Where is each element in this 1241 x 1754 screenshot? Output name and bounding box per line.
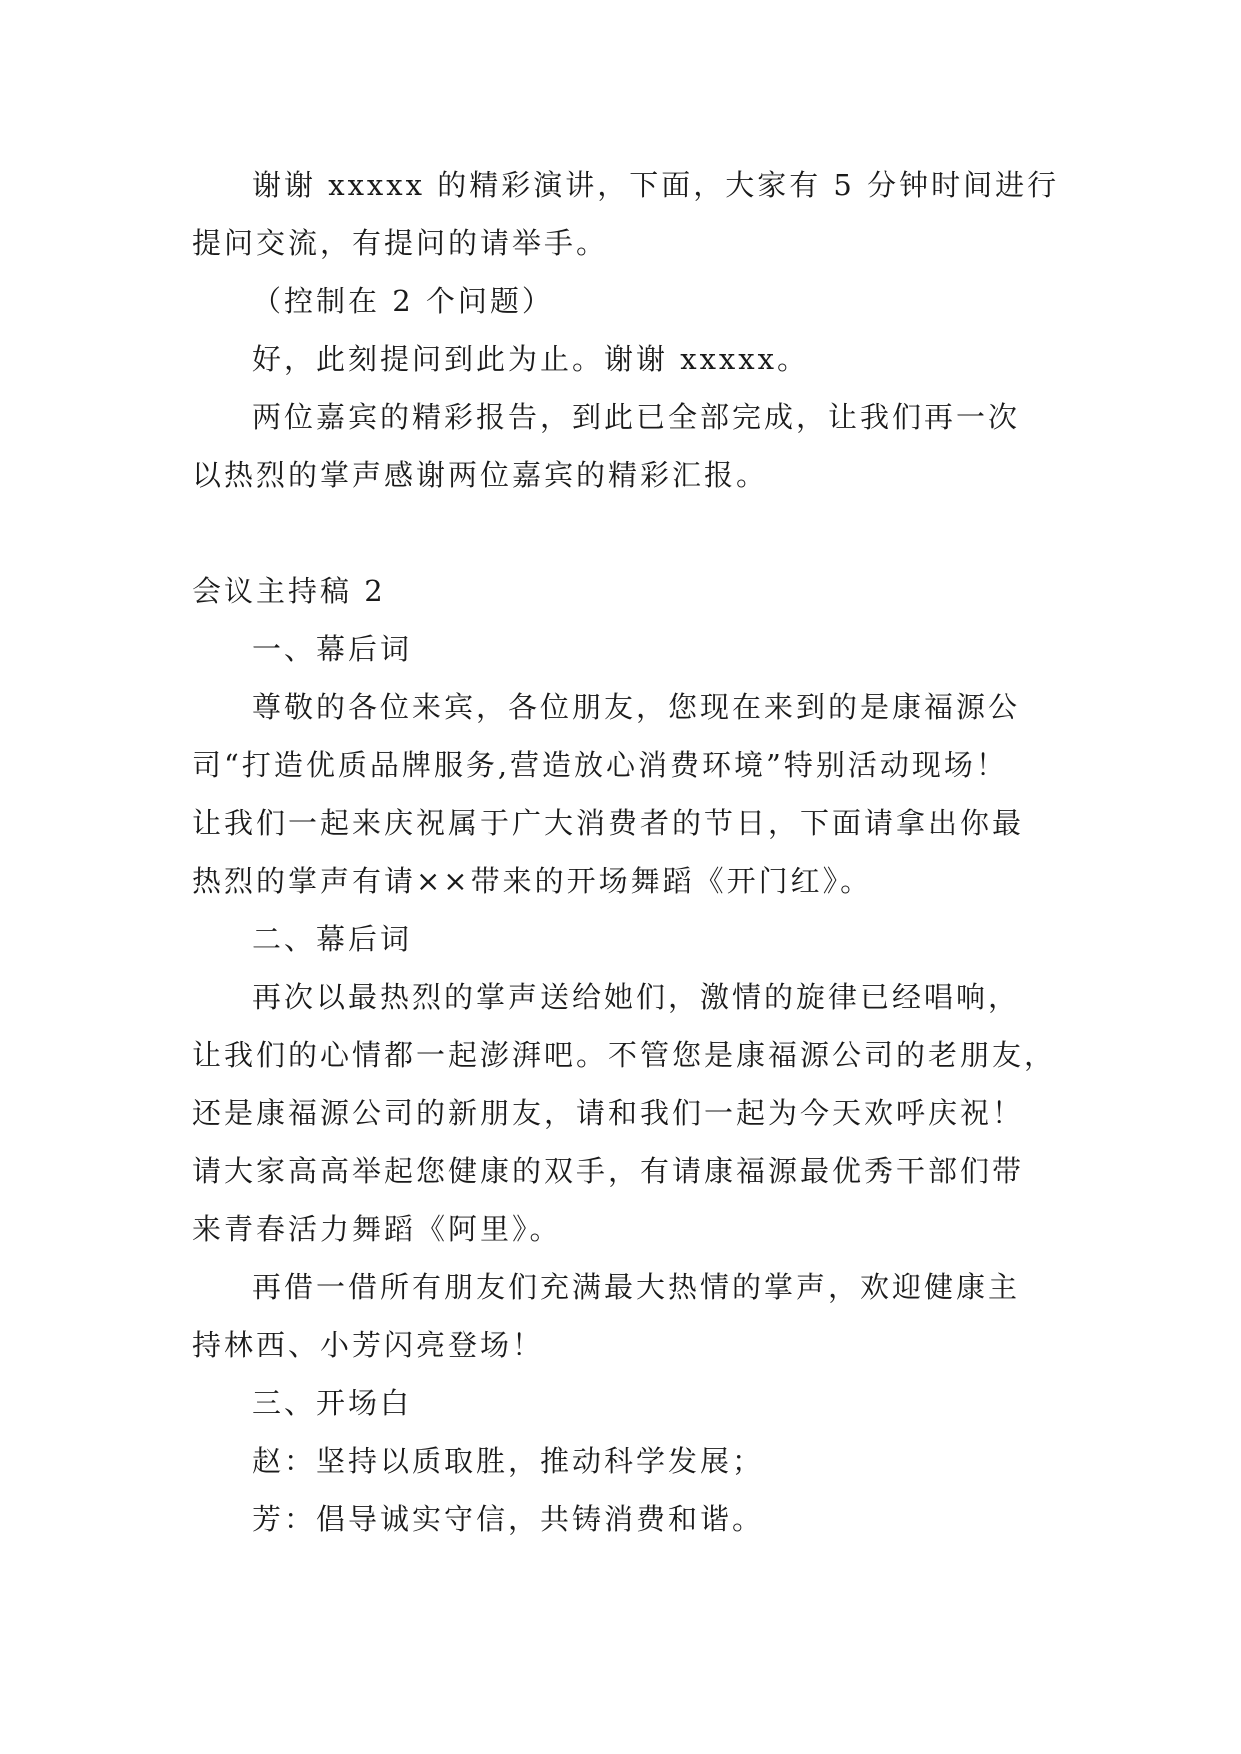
subsection-heading: 三、开场白 xyxy=(252,1386,413,1420)
paragraph-line: 尊敬的各位来宾，各位朋友，您现在来到的是康福源公 xyxy=(252,690,1021,724)
paragraph-line: 两位嘉宾的精彩报告，到此已全部完成，让我们再一次 xyxy=(252,400,1021,434)
dialogue-line: 芳：倡导诚实守信，共铸消费和谐。 xyxy=(252,1502,765,1536)
paragraph-line: 提问交流，有提问的请举手。 xyxy=(192,226,609,260)
paragraph-line: 请大家高高举起您健康的双手，有请康福源最优秀干部们带 xyxy=(192,1154,1025,1188)
paragraph-line: 司“打造优质品牌服务,营造放心消费环境”特别活动现场！ xyxy=(192,748,1008,782)
subsection-heading: 二、幕后词 xyxy=(252,922,413,956)
paragraph-line: 热烈的掌声有请××带来的开场舞蹈《开门红》。 xyxy=(192,864,873,898)
paragraph-line: （控制在 2 个问题） xyxy=(252,284,554,318)
paragraph-line: 还是康福源公司的新朋友，请和我们一起为今天欢呼庆祝！ xyxy=(192,1096,1025,1130)
subsection-heading: 一、幕后词 xyxy=(252,632,413,666)
section-title: 会议主持稿 2 xyxy=(192,574,386,608)
paragraph-line: 好，此刻提问到此为止。谢谢 xxxxx。 xyxy=(252,342,809,376)
dialogue-line: 赵：坚持以质取胜，推动科学发展； xyxy=(252,1444,765,1478)
paragraph-line: 持林西、小芳闪亮登场！ xyxy=(192,1328,545,1362)
paragraph-line: 谢谢 xxxxx 的精彩演讲，下面，大家有 5 分钟时间进行 xyxy=(252,168,1060,202)
paragraph-line: 让我们一起来庆祝属于广大消费者的节日，下面请拿出你最 xyxy=(192,806,1025,840)
paragraph-line: 再次以最热烈的掌声送给她们，激情的旋律已经唱响， xyxy=(252,980,1021,1014)
paragraph-line: 再借一借所有朋友们充满最大热情的掌声，欢迎健康主 xyxy=(252,1270,1021,1304)
paragraph-line: 让我们的心情都一起澎湃吧。不管您是康福源公司的老朋友， xyxy=(192,1038,1057,1072)
paragraph-line: 来青春活力舞蹈《阿里》。 xyxy=(192,1212,562,1246)
paragraph-line: 以热烈的掌声感谢两位嘉宾的精彩汇报。 xyxy=(192,458,769,492)
